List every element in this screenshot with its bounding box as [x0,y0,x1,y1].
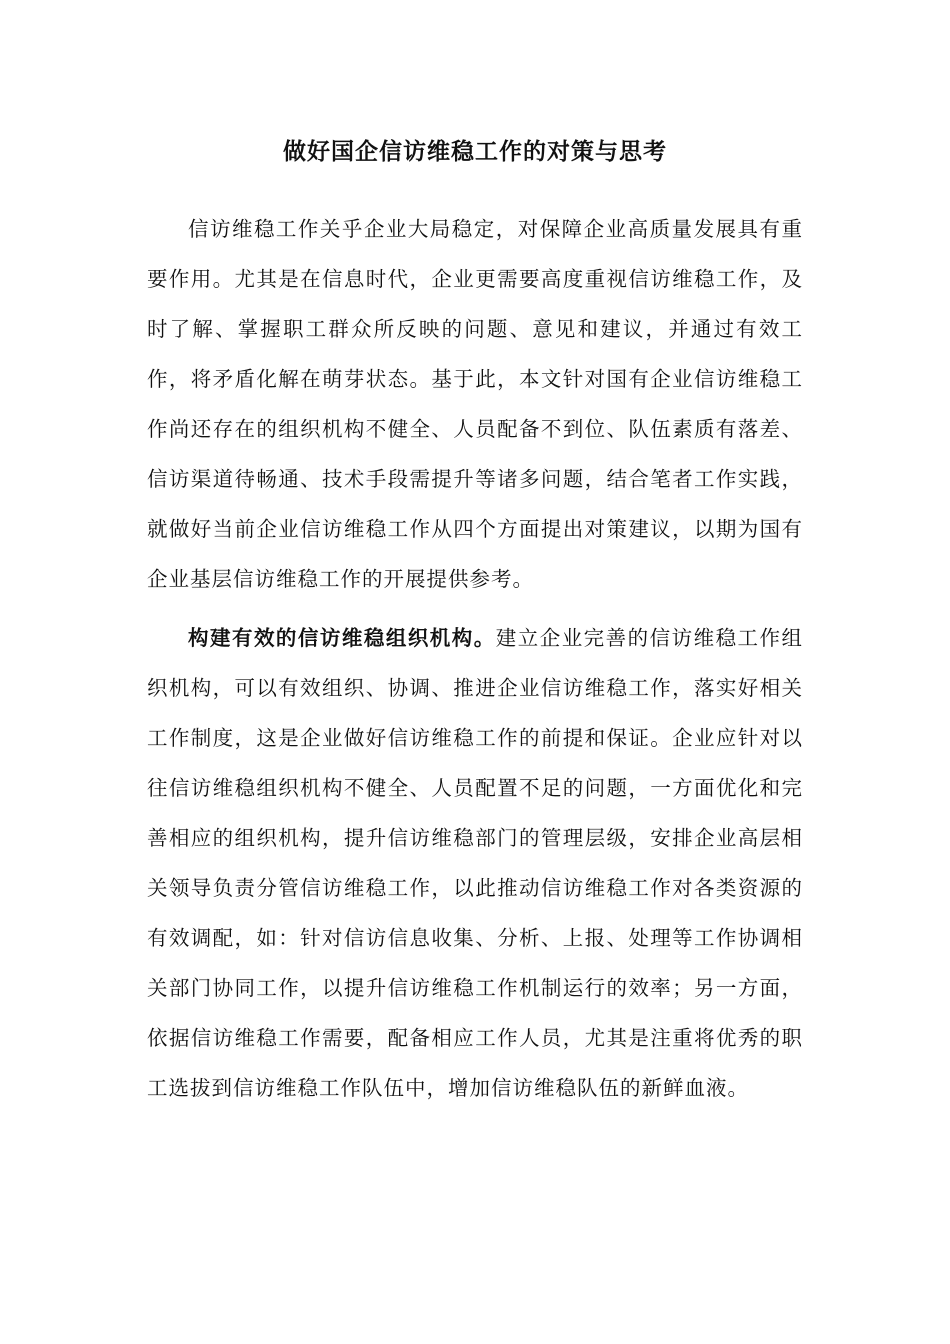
document-page [147,128,803,1113]
section-paragraph [147,613,803,1113]
section-heading: 构建有效的信访维稳组织机构。 [188,626,496,650]
intro-paragraph: 信访维稳工作关乎企业大局稳定，对保障企业高质量发展具有重要作用。尤其是在信息时代，企业更需要高度重视信访维稳工作，及时了解、掌握职工群众所反映的问题、意见和建议，并通过有效工作，将矛盾化解在萌芽状态。基于此，本文针对国有企业信访维稳工作尚还存在的组织机构不健全、人员配备不到位、队伍素质有落差、信访渠道待畅通、技术手段需提升等诸多问题，结合笔者工作实践，就做好当前企业信访维稳工作从四个方面提出对策建议，以期为国有企业基层信访维稳工作的开展提供参考。 [147,217,803,591]
section-body: 建立企业完善的信访维稳工作组织机构，可以有效组织、协调、推进企业信访维稳工作，落实好相关工作制度，这是企业做好信访维稳工作的前提和保证。企业应针对以往信访维稳组织机构不健全、人员配置不足的问题，一方面优化和完善相应的组织机构，提升信访维稳部门的管理层级，安排企业高层相关领导负责分管信访维稳工作，以此推动信访维稳工作对各类资源的有效调配，如：针对信访信息收集、分析、上报、处理等工作协调相关部门协同工作，以提升信访维稳工作机制运行的效率；另一方面，依据信访维稳工作需要，配备相应工作人员，尤其是注重将优秀的职工选拔到信访维稳工作队伍中，增加信访维稳队伍的新鲜血液。 [147,626,804,1100]
document-title: 做好国企信访维稳工作的对策与思考 [283,138,667,165]
